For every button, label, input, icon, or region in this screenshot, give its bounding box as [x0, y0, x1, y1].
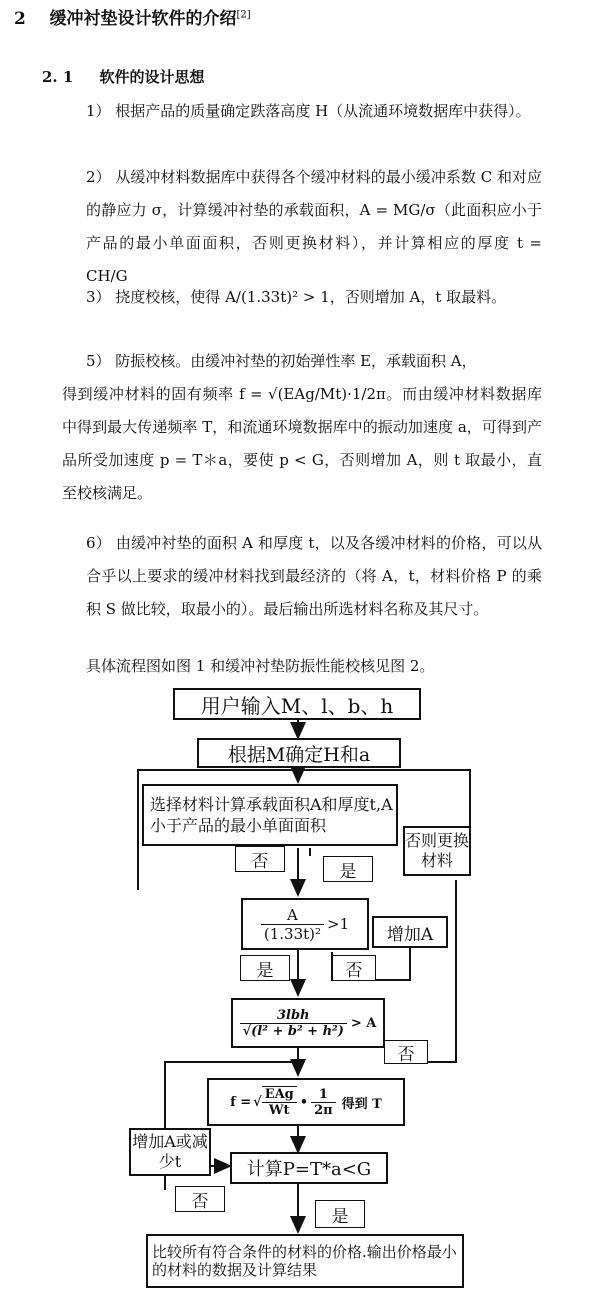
freq-numerator-2: 1 — [311, 1087, 336, 1103]
flowchart-box-frequency: f = √ $\frac{\text{EAg}}{Wt}$ • $\frac{1}{2\pi}$ 得到 T — [207, 1078, 405, 1126]
flowchart-box-determine — [197, 738, 401, 768]
check1-fraction — [261, 906, 324, 943]
freq-numerator-1: EAg — [262, 1087, 297, 1103]
figure-caption: 具体流程图如图 1 和缓冲衬垫防振性能校核见图 2。 — [86, 657, 435, 675]
tag-yes-3: 是 — [315, 1200, 365, 1228]
freq-fraction-1 — [262, 1086, 297, 1118]
tag-no-3: 否 — [384, 1040, 428, 1064]
paragraph-5-text-a: 5） 防振校核。由缓冲衬垫的初始弹性率 E，承载面积 A， — [86, 352, 477, 370]
subsection-number: 2. 1 — [42, 68, 74, 86]
paragraph-1-text: 1） 根据产品的质量确定跌落高度 H（从流通环境数据库中获得）。 — [86, 102, 531, 120]
box-calc-label: 计算P=T*a<G — [246, 1159, 372, 1180]
freq-tail: 得到 T — [341, 1096, 382, 1112]
tag-no-1: 否 — [235, 846, 285, 872]
check2-denominator: √(l² + b² + h²) — [242, 1023, 344, 1039]
check1-relation: >1 — [327, 915, 350, 933]
freq-denominator-2: 2π — [314, 1102, 333, 1118]
tag-no-4: 否 — [175, 1186, 225, 1212]
box-change-label: 否则更换材料 — [405, 831, 470, 870]
box-input-label: 用户输入M、l、b、h — [200, 693, 394, 718]
flowchart-box-select — [142, 784, 398, 846]
freq-fraction-2 — [311, 1087, 336, 1118]
flowchart-box-adjust — [129, 1128, 211, 1176]
box-determine-label: 根据M确定H和a — [227, 743, 371, 766]
flowchart-box-increase-a — [372, 916, 448, 948]
tag-yes-1: 是 — [323, 856, 373, 882]
freq-lhs: f = — [230, 1094, 252, 1110]
section-title: 缓冲衬垫设计软件的介绍 — [49, 9, 237, 29]
paragraph-6-text: 6） 由缓冲衬垫的面积 A 和厚度 t，以及各缓冲材料的价格，可以从合乎以上要求的缓冲材料找到最经济的（将 A，t，材料价格 P 的乘积 S 做比较，取最小的）。最后输出所选材料名称及其尺寸。 — [86, 534, 542, 618]
flowchart-box-calc-acceleration — [230, 1152, 388, 1184]
paragraph-3-text: 3） 挠度校核，使得 A/(1.33t)² > 1，否则增加 A，t 取最料。 — [86, 288, 507, 306]
check2-numerator: 3lbh — [240, 1008, 347, 1024]
check1-numerator: A — [261, 906, 324, 925]
flowchart-box-check-dimension — [231, 998, 385, 1048]
box-adjust-label: 增加A或减少t — [132, 1132, 208, 1171]
check2-relation: > A — [350, 1015, 377, 1031]
freq-denominator-1: Wt — [268, 1103, 290, 1118]
subsection-title: 软件的设计思想 — [99, 68, 205, 86]
flowchart-box-input — [173, 688, 421, 720]
paragraph-2-text: 2） 从缓冲材料数据库中获得各个缓冲材料的最小缓冲系数 C 和对应的静应力 σ，计算缓冲衬垫的承载面积，A = MG/σ（此面积应小于产品的最小单面面积，否则更换材料），并计算相应的厚度 t = CH/G — [86, 168, 542, 285]
check1-denominator: (1.33t)² — [263, 924, 322, 943]
box-increase-label: 增加A — [386, 924, 434, 945]
paragraph-5-text-b: 得到缓冲材料的固有频率 f = √(EAg/Mt)·1/2π。而由缓冲材料数据库中得到最大传递频率 T，和流通环境数据库中的振动加速度 a，可得到产品所受加速度 p = T＊a，要使 p < G，否则增加 A，则 t 取最小，直至校核满足。 — [62, 385, 542, 502]
flowchart-box-final — [146, 1234, 464, 1288]
flowchart-box-change-material — [403, 826, 471, 876]
check2-fraction — [240, 1008, 347, 1039]
box-final-label: 比较所有符合条件的材料的价格.输出价格最小的材料的数据及计算结果 — [152, 1243, 457, 1279]
tag-no-2: 否 — [332, 955, 376, 981]
flowchart-box-check-deflection — [241, 898, 369, 950]
tag-yes-2: 是 — [240, 955, 290, 981]
box-select-label: 选择材料计算承载面积A和厚度t,A小于产品的最小单面面积 — [150, 795, 393, 835]
section-number: 2 — [14, 9, 26, 29]
citation: [2] — [236, 9, 251, 21]
